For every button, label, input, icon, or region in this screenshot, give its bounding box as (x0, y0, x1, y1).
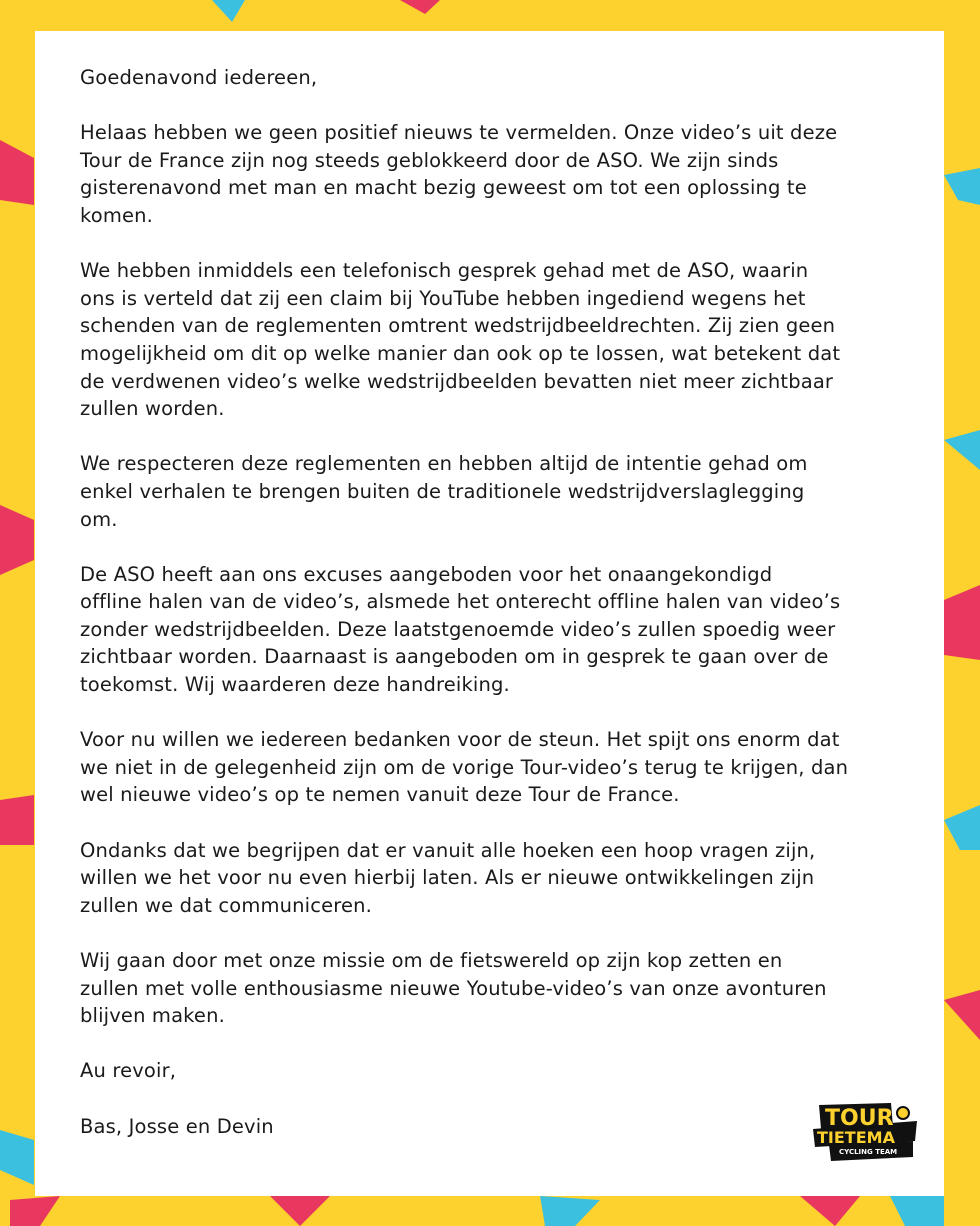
tour-tietema-logo (809, 1101, 921, 1171)
letter-closing: Au revoir, (80, 1059, 177, 1083)
paragraph-6: Ondanks dat we begrijpen dat er vanuit alle hoeken een hoop vragen zijn, willen we het voor nu even hierbij laten. Als er nieuwe ontwikkelingen zijn zullen we dat communiceren. (80, 838, 816, 917)
letter-card (35, 31, 944, 1196)
logo-text-tour: TOUR (825, 1106, 894, 1131)
paragraph-4: De ASO heeft aan ons excuses aangeboden voor het onaangekondigd offline halen van de video’s, alsmede het onterecht offline halen van video’s zonder wedstrijdbeelden. Deze laatstgenoemde video’s zullen spoedig weer zichtbaar worden. Daarnaast is aangeboden om in gesprek te gaan over de toekomst. Wij waarderen deze handreiking. (80, 562, 841, 697)
letter-greeting: Goedenavond iedereen, (80, 66, 318, 89)
logo-dot-icon (897, 1107, 909, 1119)
logo-text-badge: CYCLING TEAM (839, 1148, 898, 1156)
paragraph-1: Helaas hebben we geen positief nieuws te vermelden. Onze video’s uit deze Tour de France zijn nog steeds geblokkeerd door de ASO. We zijn sinds gisterenavond met man en macht bezig geweest om tot een oplossing te komen. (80, 121, 838, 227)
paragraph-5: Voor nu willen we iedereen bedanken voor de steun. Het spijt ons enorm dat we niet in de gelegenheid zijn om de vorige Tour-video’s terug te krijgen, dan wel nieuwe video’s op te nemen vanuit deze Tour de France. (80, 728, 849, 807)
logo-text-tietema: TIETEMA (817, 1128, 895, 1147)
paragraph-2: We hebben inmiddels een telefonisch gesprek gehad met de ASO, waarin ons is verteld dat zij een claim bij YouTube hebben ingediend wegens het schenden van de reglementen omtrent wedstrijdbeeldrechten. Zij zien geen mogelijkheid om dit op welke manier dan ook op te lossen, wat betekent dat de verdwenen video’s welke wedstrijdbeelden bevatten niet meer zichtbaar zullen worden. (80, 259, 841, 421)
paragraph-3: We respecteren deze reglementen en hebben altijd de intentie gehad om enkel verhalen te brengen buiten de traditionele wedstrijdverslaglegging om. (80, 452, 808, 531)
letter-signature: Bas, Josse en Devin (80, 1114, 274, 1138)
paragraph-7: Wij gaan door met onze missie om de fietswereld op zijn kop zetten en zullen met volle enthousiasme nieuwe Youtube-video’s van onze avonturen blijven maken. (80, 949, 827, 1028)
